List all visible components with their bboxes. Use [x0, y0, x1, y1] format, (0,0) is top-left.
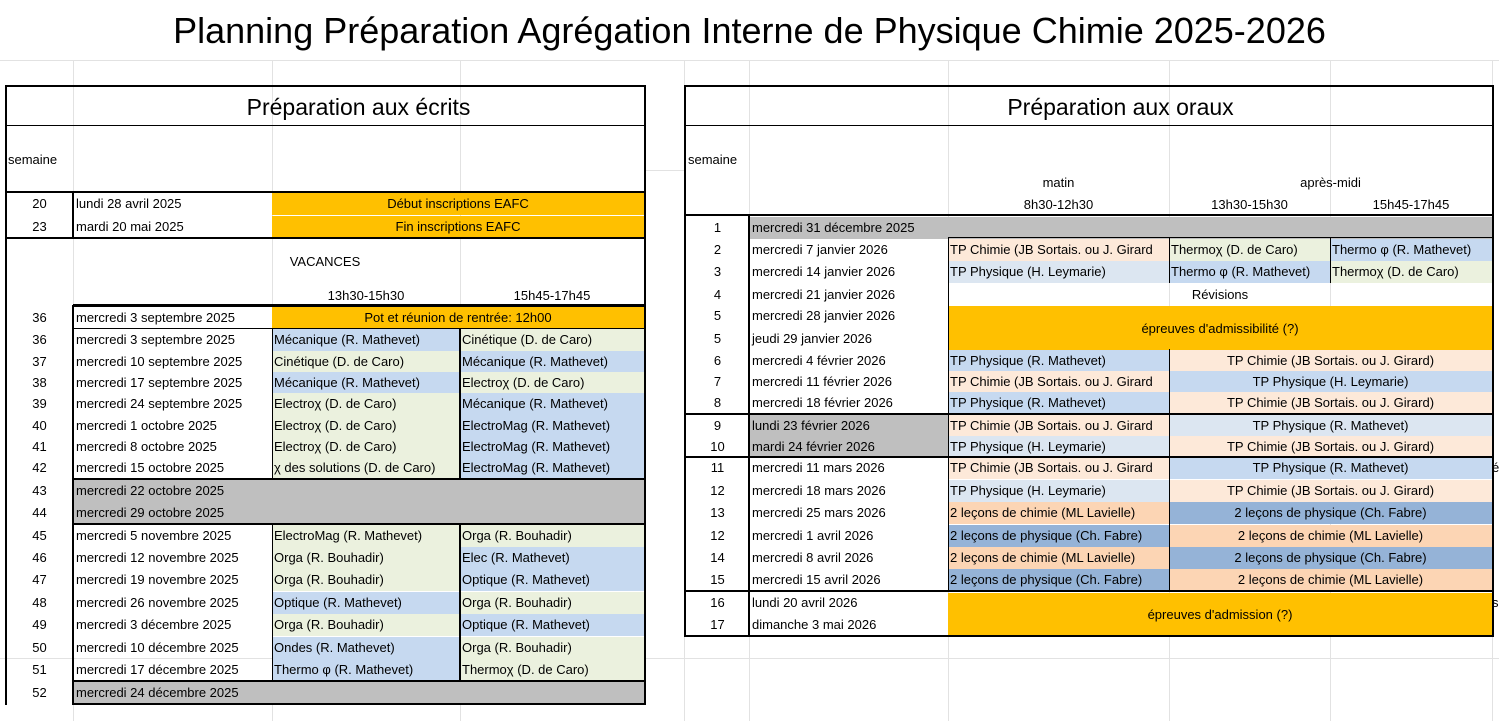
course-cell[interactable]: TP Chimie (JB Sortais. ou J. Girard) — [1169, 436, 1492, 458]
course-cell[interactable]: TP Physique (R. Mathevet) — [1169, 457, 1492, 479]
course-cell[interactable]: TP Physique (H. Leymarie) — [948, 261, 1169, 283]
course-cell[interactable]: Orga (R. Bouhadir) — [272, 547, 460, 569]
date-cell: mercredi 18 mars 2026 — [752, 483, 886, 498]
date-cell: mercredi 21 janvier 2026 — [752, 287, 896, 302]
course-cell[interactable]: Electroχ (D. de Caro) — [460, 372, 644, 394]
week-number: 7 — [713, 374, 722, 389]
course-cell[interactable]: Mécanique (R. Mathevet) — [460, 393, 644, 415]
slot-header: 15h45-17h45 — [1372, 197, 1450, 212]
course-cell[interactable]: Thermoχ (D. de Caro) — [1330, 261, 1492, 283]
course-cell[interactable]: 2 leçons de chimie (ML Lavielle) — [948, 547, 1169, 569]
slot-header: 13h30-15h30 — [1211, 197, 1288, 212]
date-cell: mercredi 11 mars 2026 — [752, 460, 885, 475]
week-number: 39 — [32, 396, 47, 411]
course-cell[interactable]: 2 leçons de chimie (ML Lavielle) — [1169, 525, 1492, 547]
course-cell[interactable]: TP Physique (H. Leymarie) — [948, 480, 1169, 502]
course-cell[interactable]: ElectroMag (R. Mathevet) — [272, 525, 460, 547]
ecrits-semaine-label: semaine — [8, 152, 58, 167]
course-cell[interactable]: ElectroMag (R. Mathevet) — [460, 457, 644, 479]
course-cell[interactable]: Elec (R. Mathevet) — [460, 547, 644, 569]
date-cell: mercredi 3 septembre 2025 — [76, 310, 235, 325]
course-cell[interactable]: 2 leçons de physique (Ch. Fabre) — [948, 569, 1169, 591]
admissibilite-cell[interactable]: épreuves d'admissibilité (?) — [948, 306, 1492, 350]
week-number: 1 — [713, 220, 722, 235]
date-cell: lundi 20 avril 2026 — [752, 595, 858, 610]
holiday-date: mardi 24 février 2026 — [750, 436, 948, 458]
week-number: 15 — [710, 572, 725, 587]
date-cell: mercredi 10 décembre 2025 — [76, 640, 239, 655]
admission-cell[interactable]: épreuves d'admission (?) — [948, 593, 1492, 635]
course-cell[interactable]: TP Physique (R. Mathevet) — [948, 392, 1169, 414]
matin-label: matin — [1042, 175, 1075, 190]
course-cell[interactable]: TP Chimie (JB Sortais. ou J. Girard — [948, 415, 1169, 437]
week-number: 12 — [710, 483, 725, 498]
date-cell: mercredi 11 février 2026 — [752, 374, 892, 389]
week-number: 16 — [710, 595, 725, 610]
vacances-label: VACANCES — [289, 254, 361, 269]
course-cell[interactable]: Thermoχ (D. de Caro) — [1169, 239, 1330, 261]
course-cell[interactable]: Thermo φ (R. Mathevet) — [272, 659, 460, 681]
date-cell: mercredi 14 janvier 2026 — [752, 264, 896, 279]
holiday-row[interactable]: mercredi 31 décembre 2025 — [750, 217, 1492, 239]
week-number: 2 — [713, 242, 722, 257]
course-cell[interactable]: Orga (R. Bouhadir) — [460, 637, 644, 659]
course-cell[interactable]: Thermo φ (R. Mathevet) — [1330, 239, 1492, 261]
date-cell: mercredi 24 septembre 2025 — [76, 396, 243, 411]
date-cell: mercredi 5 novembre 2025 — [76, 528, 232, 543]
course-cell[interactable]: ElectroMag (R. Mathevet) — [460, 415, 644, 437]
course-cell[interactable]: Mécanique (R. Mathevet) — [272, 329, 460, 351]
holiday-date: lundi 23 février 2026 — [750, 415, 948, 437]
course-cell[interactable]: Thermo φ (R. Mathevet) — [1169, 261, 1330, 283]
week-number: 41 — [32, 439, 47, 454]
course-cell[interactable]: TP Chimie (JB Sortais. ou J. Girard) — [1169, 392, 1492, 414]
week-number: 38 — [32, 375, 47, 390]
date-cell: mercredi 3 septembre 2025 — [76, 332, 235, 347]
slot-header: 15h45-17h45 — [513, 288, 591, 303]
ecrits-frame — [5, 85, 646, 705]
course-cell[interactable]: TP Physique (R. Mathevet) — [948, 350, 1169, 372]
course-cell[interactable]: TP Chimie (JB Sortais. ou J. Girard) — [1169, 350, 1492, 372]
date-cell: jeudi 29 janvier 2026 — [752, 331, 872, 346]
week-number: 36 — [32, 332, 47, 347]
slot-header: 13h30-15h30 — [327, 288, 405, 303]
apres-midi-label: après-midi — [1300, 175, 1361, 190]
course-cell[interactable]: Cinétique (D. de Caro) — [460, 329, 644, 351]
week-number: 40 — [32, 418, 47, 433]
week-number: 10 — [710, 439, 725, 454]
week-number: 48 — [32, 595, 47, 610]
ecrits-heading: Préparation aux écrits — [246, 94, 471, 120]
date-cell: mercredi 8 octobre 2025 — [76, 439, 217, 454]
course-cell[interactable]: TP Physique (R. Mathevet) — [1169, 415, 1492, 437]
course-cell[interactable]: 2 leçons de physique (Ch. Fabre) — [1169, 547, 1492, 569]
week-number: 5 — [713, 308, 722, 323]
date-cell: mercredi 18 février 2026 — [752, 395, 893, 410]
course-cell[interactable]: Cinétique (D. de Caro) — [272, 351, 460, 373]
event-cell[interactable]: Début inscriptions EAFC — [272, 193, 644, 215]
week-number: 37 — [32, 354, 47, 369]
date-cell: mercredi 25 mars 2026 — [752, 505, 886, 520]
course-cell[interactable]: 2 leçons de chimie (ML Lavielle) — [1169, 569, 1492, 591]
slot-header: 8h30-12h30 — [1023, 197, 1094, 212]
date-cell: lundi 28 avril 2025 — [76, 196, 182, 211]
date-cell: mercredi 10 septembre 2025 — [76, 354, 243, 369]
course-cell[interactable]: Optique (R. Mathevet) — [460, 614, 644, 636]
week-number: 5 — [713, 331, 722, 346]
week-number: 13 — [710, 505, 725, 520]
date-cell: mercredi 8 avril 2026 — [752, 550, 874, 565]
week-number: 44 — [32, 505, 47, 520]
week-number: 49 — [32, 617, 47, 632]
date-cell: mercredi 26 novembre 2025 — [76, 595, 239, 610]
overflow-text: s — [1492, 595, 1499, 610]
date-cell: mercredi 1 avril 2026 — [752, 528, 874, 543]
week-number: 14 — [710, 550, 725, 565]
oraux-frame — [684, 85, 1494, 637]
holiday-row[interactable]: mercredi 29 octobre 2025 — [74, 502, 644, 524]
week-number: 36 — [32, 310, 47, 325]
date-cell: mercredi 19 novembre 2025 — [76, 572, 239, 587]
week-number: 12 — [710, 528, 725, 543]
week-number: 43 — [32, 483, 47, 498]
course-cell[interactable]: Orga (R. Bouhadir) — [272, 569, 460, 591]
week-number: 46 — [32, 550, 47, 565]
event-cell[interactable]: Pot et réunion de rentrée: 12h00 — [272, 307, 644, 329]
date-cell: mercredi 28 janvier 2026 — [752, 308, 896, 323]
date-cell: mercredi 17 septembre 2025 — [76, 375, 243, 390]
date-cell: mardi 20 mai 2025 — [76, 219, 184, 234]
week-number: 45 — [32, 528, 47, 543]
course-cell[interactable]: Orga (R. Bouhadir) — [460, 592, 644, 614]
course-cell[interactable]: Ondes (R. Mathevet) — [272, 637, 460, 659]
course-cell[interactable]: TP Chimie (JB Sortais. ou J. Girard — [948, 371, 1169, 393]
holiday-row[interactable]: mercredi 22 octobre 2025 — [74, 480, 644, 502]
course-cell[interactable]: TP Chimie (JB Sortais. ou J. Girard — [948, 457, 1169, 479]
course-cell[interactable]: Thermoχ (D. de Caro) — [460, 659, 644, 681]
week-number: 3 — [713, 264, 722, 279]
oraux-heading: Préparation aux oraux — [1007, 94, 1234, 120]
page-title: Planning Préparation Agrégation Interne de Physique Chimie 2025-2026 — [173, 10, 1326, 51]
course-cell[interactable]: Mécanique (R. Mathevet) — [272, 372, 460, 394]
week-number: 47 — [32, 572, 47, 587]
date-cell: mercredi 15 octobre 2025 — [76, 460, 225, 475]
week-number: 51 — [32, 662, 47, 677]
date-cell: mercredi 3 décembre 2025 — [76, 617, 232, 632]
course-cell[interactable]: TP Physique (H. Leymarie) — [948, 436, 1169, 458]
course-cell[interactable]: Optique (R. Mathevet) — [272, 592, 460, 614]
date-cell: mercredi 4 février 2026 — [752, 353, 886, 368]
date-cell: mercredi 17 décembre 2025 — [76, 662, 239, 677]
course-cell[interactable]: 2 leçons de physique (Ch. Fabre) — [1169, 502, 1492, 524]
course-cell[interactable]: Orga (R. Bouhadir) — [460, 525, 644, 547]
oraux-semaine-label: semaine — [688, 152, 738, 167]
week-number: 50 — [32, 640, 47, 655]
course-cell[interactable]: χ des solutions (D. de Caro) — [272, 457, 460, 479]
event-cell[interactable]: Fin inscriptions EAFC — [272, 216, 644, 238]
course-cell[interactable]: TP Chimie (JB Sortais. ou J. Girard — [948, 239, 1169, 261]
date-cell: mercredi 7 janvier 2026 — [752, 242, 888, 257]
course-cell[interactable]: Mécanique (R. Mathevet) — [460, 351, 644, 373]
course-cell[interactable]: ElectroMag (R. Mathevet) — [460, 436, 644, 458]
week-number: 6 — [713, 353, 722, 368]
course-cell[interactable]: Optique (R. Mathevet) — [460, 569, 644, 591]
revisions-cell[interactable]: Révisions — [1191, 287, 1249, 302]
course-cell[interactable]: Orga (R. Bouhadir) — [272, 614, 460, 636]
course-cell[interactable]: 2 leçons de physique (Ch. Fabre) — [948, 525, 1169, 547]
week-number: 52 — [32, 685, 47, 700]
week-number: 42 — [32, 460, 47, 475]
course-cell[interactable]: Electroχ (D. de Caro) — [272, 436, 460, 458]
date-cell: dimanche 3 mai 2026 — [752, 617, 877, 632]
course-cell[interactable]: Electroχ (D. de Caro) — [272, 393, 460, 415]
course-cell[interactable]: 2 leçons de chimie (ML Lavielle) — [948, 502, 1169, 524]
week-number: 23 — [32, 219, 47, 234]
date-cell: mercredi 12 novembre 2025 — [76, 550, 239, 565]
week-number: 8 — [713, 395, 722, 410]
course-cell[interactable]: Electroχ (D. de Caro) — [272, 415, 460, 437]
course-cell[interactable]: TP Physique (H. Leymarie) — [1169, 371, 1492, 393]
date-cell: mercredi 15 avril 2026 — [752, 572, 881, 587]
overflow-text: é — [1492, 460, 1499, 475]
week-number: 20 — [32, 196, 47, 211]
week-number: 17 — [710, 617, 725, 632]
course-cell[interactable]: TP Chimie (JB Sortais. ou J. Girard) — [1169, 480, 1492, 502]
week-number: 4 — [713, 287, 722, 302]
date-cell: mercredi 1 octobre 2025 — [76, 418, 217, 433]
week-number: 11 — [710, 460, 725, 475]
week-number: 9 — [713, 418, 722, 433]
holiday-row[interactable]: mercredi 24 décembre 2025 — [74, 682, 644, 704]
